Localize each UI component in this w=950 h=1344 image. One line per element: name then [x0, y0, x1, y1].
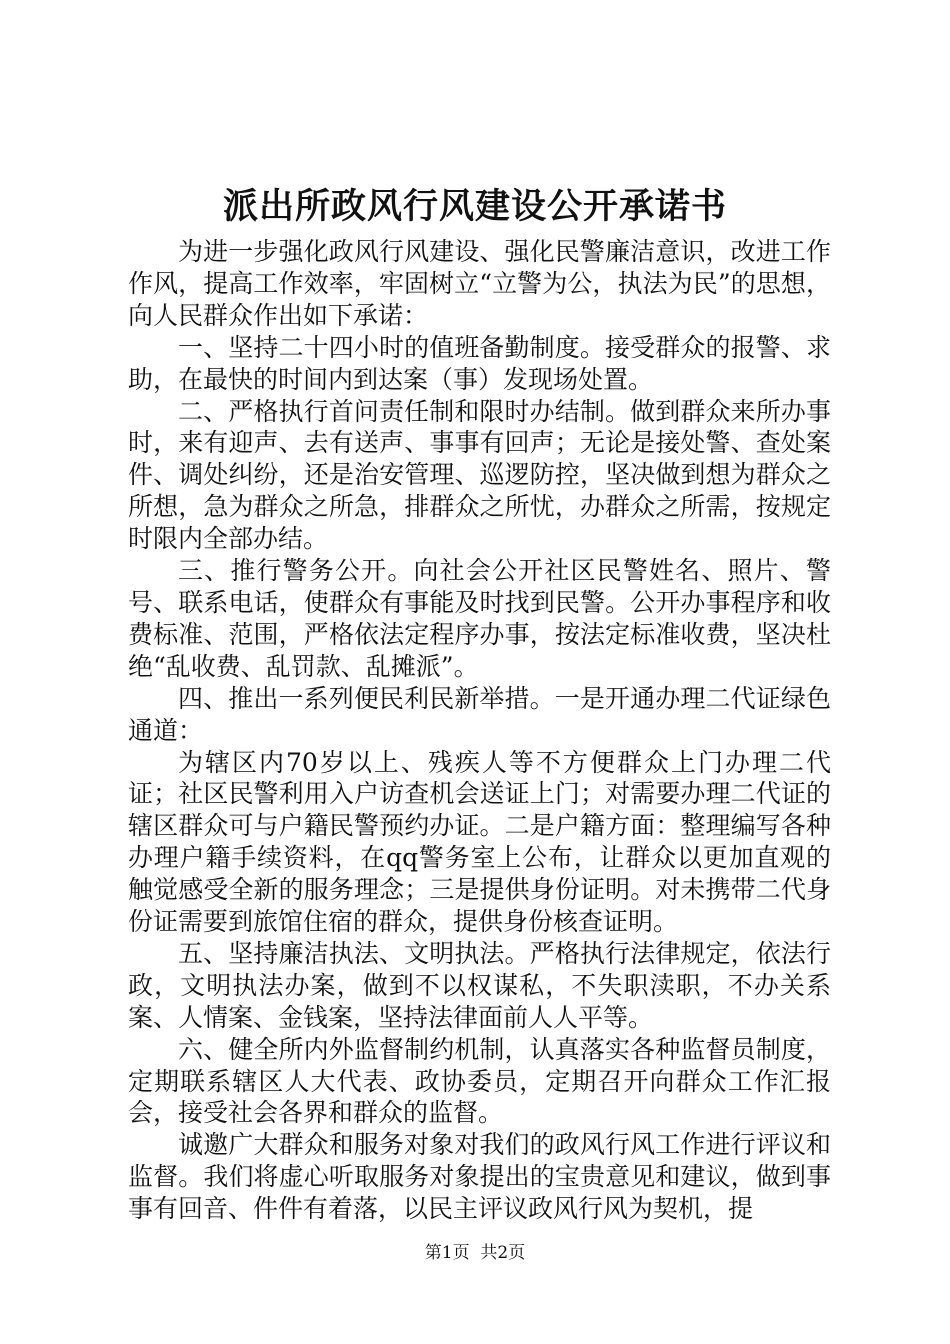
closing-paragraph: 诚邀广大群众和服务对象对我们的政风行风工作进行评议和监督。我们将虚心听取服务对象提出的宝贵意见和建议，做到事事有回音、件件有着落，以民主评议政风行风为契机，提	[128, 1130, 831, 1224]
commitment-5-paragraph: 五、坚持廉洁执法、文明执法。严格执行法律规定，依法行政，文明执法办案，做到不以权谋私，不失职渎职，不办关系案、人情案、金钱案，坚持法律面前人人平等。	[128, 938, 831, 1032]
document-title: 派出所政风行风建设公开承诺书	[222, 186, 727, 227]
commitment-2-paragraph: 二、严格执行首问责任制和限时办结制。做到群众来所办事时，来有迎声、去有送声、事事有回声；无论是接处警、查处案件、调处纠纷，还是治安管理、巡逻防控，坚决做到想为群众之所想，急为群众之所急，排群众之所忧，办群众之所需，按规定时限内全部办结。	[128, 396, 831, 554]
commitment-1-paragraph: 一、坚持二十四小时的值班备勤制度。接受群众的报警、求助，在最快的时间内到达案（事）发现场处置。	[128, 332, 831, 394]
page-footer	[0, 1241, 950, 1265]
commitment-4-detail-paragraph: 为辖区内70岁以上、残疾人等不方便群众上门办理二代证；社区民警利用入户访查机会送证上门；对需要办理二代证的辖区群众可与户籍民警预约办证。二是户籍方面：整理编写各种办理户籍手续资料，在qq警务室上公布，让群众以更加直观的触觉感受全新的服务理念；三是提供身份证明。对未携带二代身份证需要到旅馆住宿的群众，提供身份核查证明。	[128, 747, 831, 937]
commitment-4-paragraph: 四、推出一系列便民利民新举措。一是开通办理二代证绿色通道：	[128, 683, 831, 745]
intro-paragraph: 为进一步强化政风行风建设、强化民警廉洁意识，改进工作作风，提高工作效率，牢固树立“立警为公，执法为民”的思想，向人民群众作出如下承诺：	[128, 237, 831, 330]
commitment-6-paragraph: 六、健全所内外监督制约机制，认真落实各种监督员制度，定期联系辖区人大代表、政协委员，定期召开向群众工作汇报会，接受社会各界和群众的监督。	[128, 1034, 831, 1128]
page-number-label: 第1页 共2页	[424, 1243, 526, 1263]
commitment-3-paragraph: 三、推行警务公开。向社会公开社区民警姓名、照片、警号、联系电话，使群众有事能及时找到民警。公开办事程序和收费标准、范围，严格依法定程序办事，按法定标准收费，坚决杜绝“乱收费、乱罚款、乱摊派”。	[128, 556, 831, 681]
document-body	[128, 236, 831, 1225]
